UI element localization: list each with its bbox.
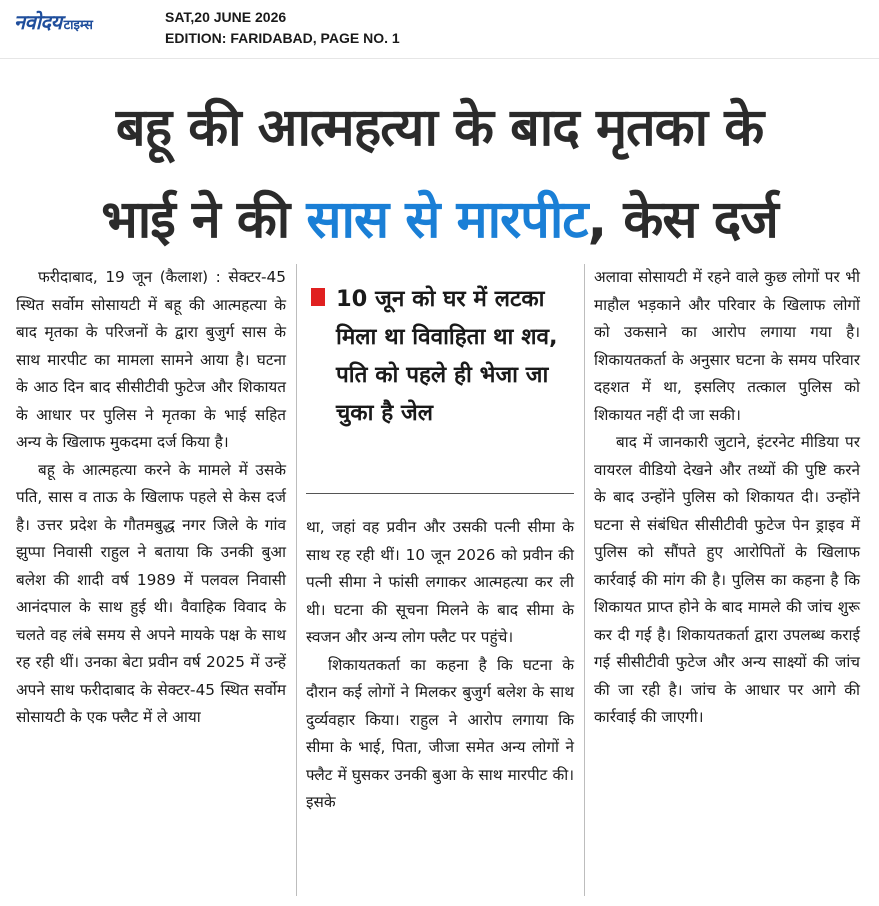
article-column-1 xyxy=(16,264,286,732)
column-1-paragraph-2: बहू के आत्महत्या करने के मामले में उसके पति, सास व ताऊ के खिलाफ पहले से केस दर्ज है। उत्तर प्रदेश के गौतमबुद्ध नगर जिले के गांव झुप्पा निवासी राहुल ने बताया कि उनकी बुआ बलेश की शादी वर्ष 1989 में पलवल निवासी आनंदपाल के साथ हुई थी। वैवाहिक विवाद के चलते वह लंबे समय से अपने मायके पक्ष के साथ रह रही थीं। उनका बेटा प्रवीन वर्ष 2025 में उन्हें अपने साथ फरीदाबाद के सेक्टर-45 स्थित सर्वोम सोसायटी के एक फ्लैट में ले आया xyxy=(16,460,286,726)
column-divider-1 xyxy=(296,264,297,896)
pull-quote-text: 10 जून को घर में लटका मिला था विवाहिता था शव, पति को पहले ही भेजा जा चुका है जेल xyxy=(336,286,558,426)
edition-date: SAT,20 JUNE 2026 xyxy=(165,9,287,25)
column-divider-2 xyxy=(584,264,585,896)
logo-sub-text: टाइम्स xyxy=(63,18,93,33)
article-headline xyxy=(0,82,879,266)
logo-main-text: नवोदय xyxy=(14,10,62,34)
bullet-square-icon xyxy=(311,288,325,306)
column-1-paragraph-1: फरीदाबाद, 19 जून (कैलाश) : सेक्टर-45 स्थित सर्वोम सोसायटी में बहू की आत्महत्या के बाद मृतका के परिजनों के द्वारा बुजुर्ग सास के साथ मारपीट का मामला सामने आया है। घटना के आठ दिन बाद सीसीटीवी फुटेज और शिकायत के आधार पर पुलिस ने मृतका के भाई सहित अन्य के खिलाफ मुकदमा दर्ज किया है। xyxy=(16,268,286,451)
column-3-paragraph-1: अलावा सोसायटी में रहने वाले कुछ लोगों पर भी माहौल भड़काने और परिवार के खिलाफ लोगों को उकसाने का आरोप लगाया गया है। शिकायतकर्ता के अनुसार घटना के समय परिवार दहशत में था, इसलिए तत्काल पुलिस को शिकायत नहीं दी जा सकी। xyxy=(594,268,860,424)
headline-line-2-start: भाई ने की xyxy=(101,190,307,250)
headline-line-2-end: , केस दर्ज xyxy=(587,190,778,250)
edition-name: EDITION: FARIDABAD, PAGE NO. 1 xyxy=(165,30,400,46)
article-column-2 xyxy=(306,514,574,817)
headline-highlight: सास से मारपीट xyxy=(306,190,588,250)
edition-info xyxy=(165,7,400,49)
headline-line-2 xyxy=(0,174,879,266)
pull-quote xyxy=(306,280,574,488)
column-2-paragraph-1: था, जहां वह प्रवीन और उसकी पत्नी सीमा के साथ रह रही थीं। 10 जून 2026 को प्रवीन की पत्नी सीमा ने फांसी लगाकर आत्महत्या कर ली थी। घटना की सूचना मिलने के बाद सीमा के स्वजन और अन्य लोग फ्लैट पर पहुंचे। xyxy=(306,518,574,646)
newspaper-logo xyxy=(14,8,93,34)
headline-line-1: बहू की आत्महत्या के बाद मृतका के xyxy=(115,98,764,158)
column-3-paragraph-2: बाद में जानकारी जुटाने, इंटरनेट मीडिया पर वायरल वीडियो देखने और तथ्यों की पुष्टि करने के बाद उन्होंने पुलिस को शिकायत दी। उन्होंने घटना से संबंधित सीसीटीवी फुटेज पेन ड्राइव में पुलिस को सौंपते हुए आरोपितों के खिलाफ कार्रवाई की मांग की है। पुलिस का कहना है कि शिकायत प्राप्त होने के बाद मामले की जांच शुरू कर दी गई है। शिकायतकर्ता द्वारा उपलब्ध कराई गई सीसीटीवी फुटेज और अन्य साक्ष्यों की जांच की जा रही है। जांच के आधार पर आगे की कार्रवाई की जाएगी। xyxy=(594,433,860,726)
article-column-3 xyxy=(594,264,860,732)
column-2-paragraph-2: शिकायतकर्ता का कहना है कि घटना के दौरान कई लोगों ने मिलकर बुजुर्ग बलेश के साथ दुर्व्यवहार किया। राहुल ने आरोप लगाया कि सीमा के भाई, पिता, जीजा समेत अन्य लोगों ने फ्लैट में घुसकर उनकी बुआ के साथ मारपीट की। इसके xyxy=(306,655,574,811)
masthead-bar xyxy=(0,0,879,59)
pull-quote-rule xyxy=(306,493,574,494)
